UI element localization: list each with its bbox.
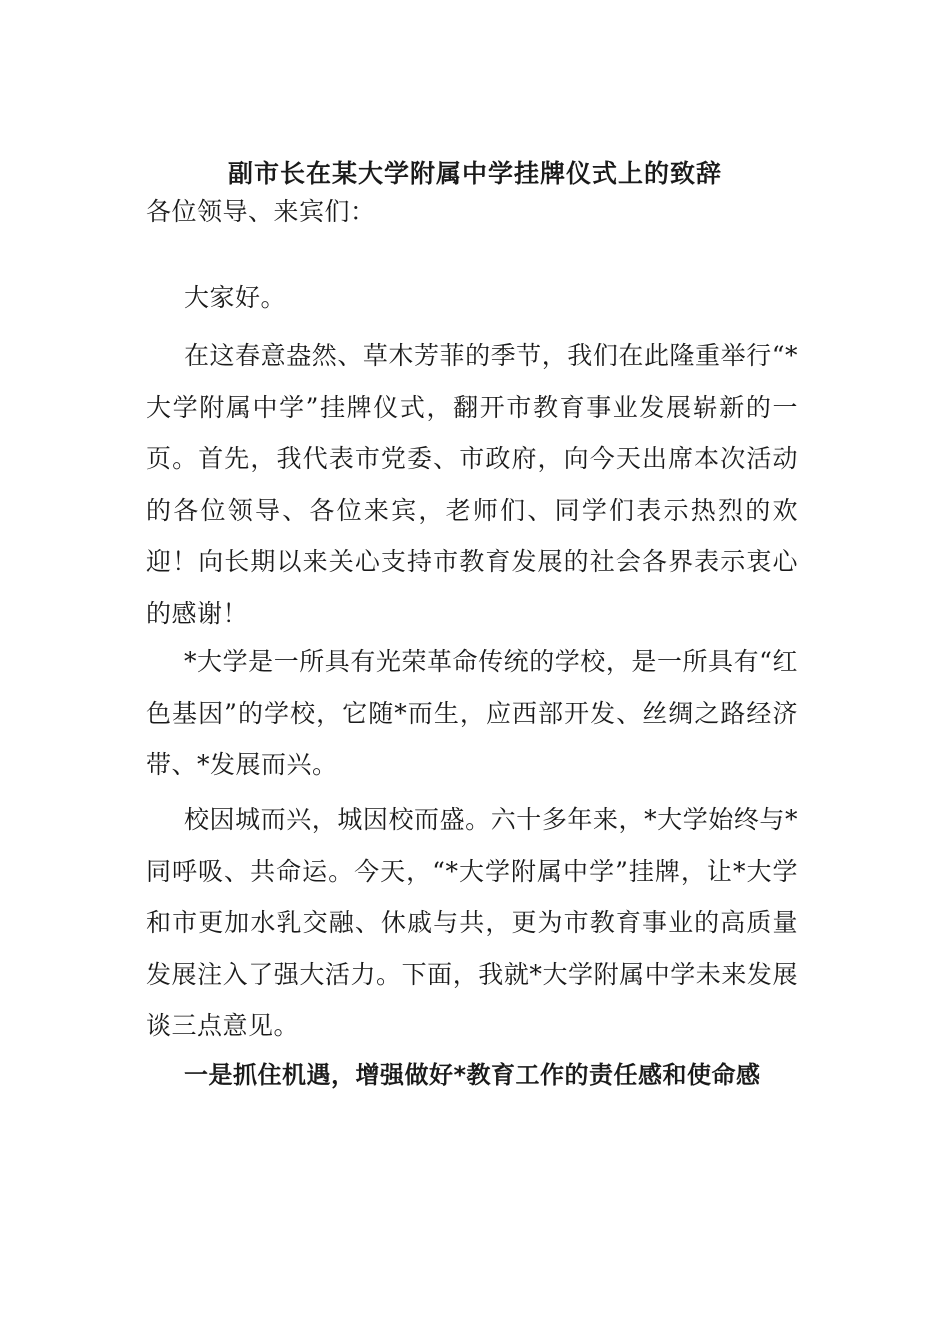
document-title: 副市长在某大学附属中学挂牌仪式上的致辞	[227, 159, 722, 188]
paragraph-city-and-school: 校因城而兴，城因校而盛。六十多年来，*大学始终与*同呼吸、共命运。今天，“*大学附属中学”挂牌，让*大学和市更加水乳交融、休戚与共，更为市教育事业的高质量发展注入了强大活力。下面，我就*大学附属中学未来发展谈三点意见。	[146, 805, 798, 1040]
paragraph-welcome: 在这春意盎然、草木芳菲的季节，我们在此隆重举行“*大学附属中学”挂牌仪式，翻开市教育事业发展崭新的一页。首先，我代表市党委、市政府，向今天出席本次活动的各位领导、各位来宾，老师们、同学们表示热烈的欢迎！向长期以来关心支持市教育发展的社会各界表示衷心的感谢！	[146, 341, 798, 628]
paragraph-greeting: 大家好。	[184, 283, 287, 312]
paragraph-university-intro: *大学是一所具有光荣革命传统的学校，是一所具有“红色基因”的学校，它随*而生，应西部开发、丝绸之路经济带、*发展而兴。	[146, 647, 798, 779]
section-heading: 一是抓住机遇，增强做好*教育工作的责任感和使命感	[184, 1061, 761, 1089]
salutation: 各位领导、来宾们：	[146, 197, 376, 226]
